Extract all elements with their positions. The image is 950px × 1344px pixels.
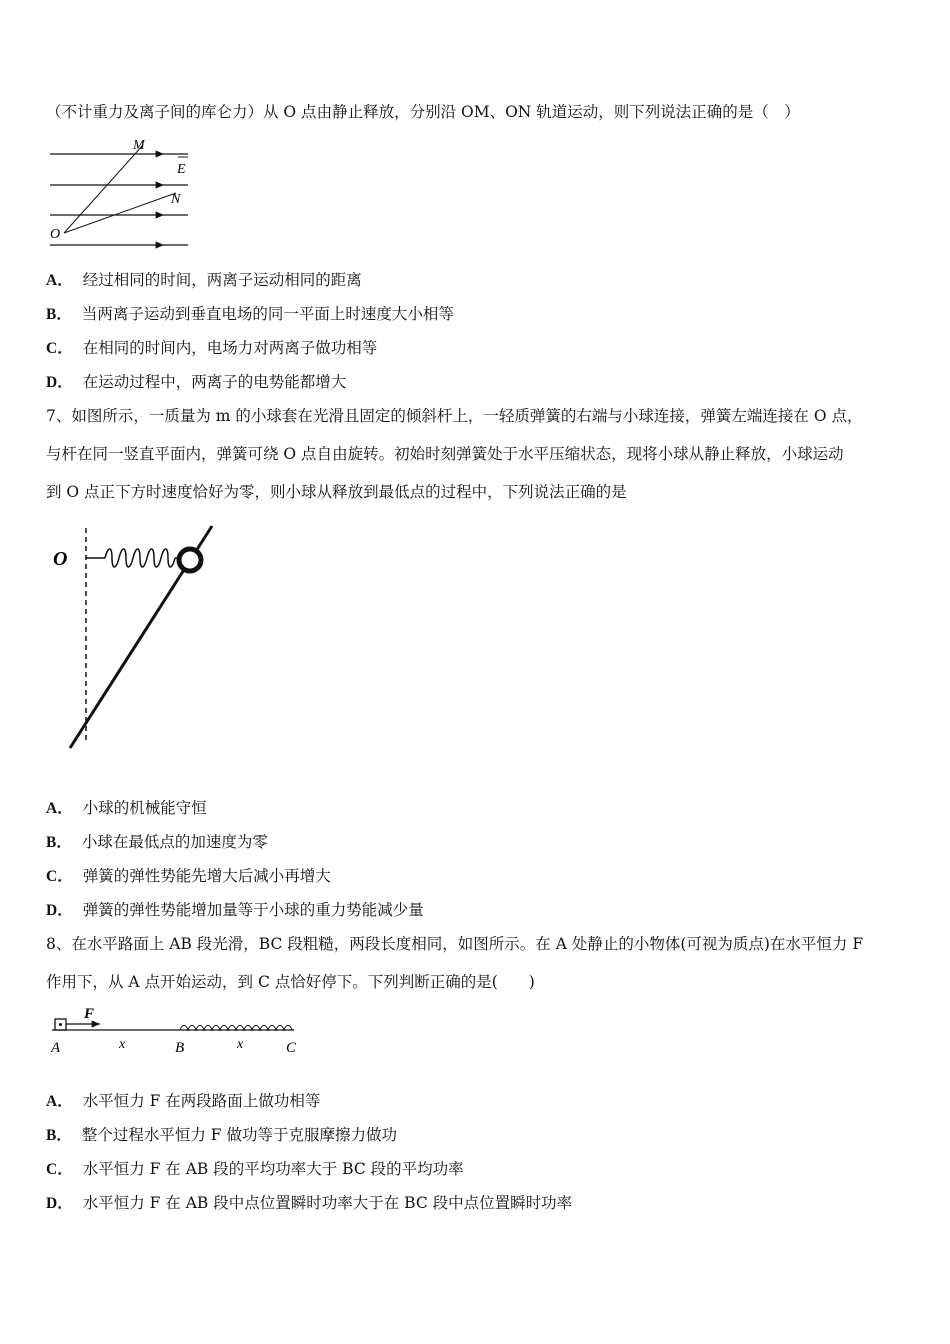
label-A: A: [51, 1040, 61, 1056]
label-x-BC: x: [237, 1037, 244, 1052]
rough-section-BC: [180, 1026, 292, 1031]
q8-stem-line-2: 作用下，从 A 点开始运动，到 C 点恰好停下。下列判断正确的是( ): [46, 973, 535, 991]
block-center-dot: [59, 1023, 62, 1026]
q7-option-d[interactable]: D． 弹簧的弹性势能增加量等于小球的重力势能减少量: [46, 901, 424, 919]
q8-option-b[interactable]: B． 整个过程水平恒力 F 做功等于克服摩擦力做功: [46, 1126, 397, 1144]
label-x-AB: x: [119, 1037, 126, 1052]
q6-electric-field-figure: [46, 135, 196, 250]
q7-option-c[interactable]: C． 弹簧的弹性势能先增大后减小再增大: [46, 867, 331, 885]
q6-option-d[interactable]: D． 在运动过程中，两离子的电势能都增大: [46, 373, 347, 391]
spring-coil: [105, 549, 175, 567]
q7-stem-line-2: 与杆在同一竖直平面内，弹簧可绕 O 点自由旋转。初始时刻弹簧处于水平压缩状态，现将小球从静止释放，小球运动: [46, 445, 844, 463]
label-F: F: [84, 1006, 95, 1022]
label-O: O: [53, 548, 68, 570]
q7-option-a[interactable]: A． 小球的机械能守恒: [46, 799, 207, 817]
q8-stem-line-1: 8、在水平路面上 AB 段光滑，BC 段粗糙，两段长度相同，如图所示。在 A 处静止的小物体(可视为质点)在水平恒力 F: [46, 935, 864, 953]
q8-option-d[interactable]: D． 水平恒力 F 在 AB 段中点位置瞬时功率大于在 BC 段中点位置瞬时功率: [46, 1194, 573, 1212]
q6-option-c[interactable]: C． 在相同的时间内，电场力对两离子做功相等: [46, 339, 378, 357]
q8-road-figure: [46, 1004, 306, 1060]
q6-stem: （不计重力及离子间的库仑力）从 O 点由静止释放，分别沿 OM、ON 轨道运动，则下列说法正确的是（ ）: [46, 103, 800, 121]
label-B: B: [175, 1040, 185, 1056]
ball: [179, 549, 201, 571]
q6-option-b[interactable]: B． 当两离子运动到垂直电场的同一平面上时速度大小相等: [46, 305, 454, 323]
q7-stem-line-3: 到 O 点正下方时速度恰好为零，则小球从释放到最低点的过程中，下列说法正确的是: [46, 483, 627, 501]
label-M: M: [133, 138, 145, 153]
label-O: O: [50, 227, 61, 242]
q6-option-a[interactable]: A． 经过相同的时间，两离子运动相同的距离: [46, 271, 362, 289]
q8-option-a[interactable]: A． 水平恒力 F 在两段路面上做功相等: [46, 1092, 321, 1110]
trajectory-OM: [64, 145, 143, 233]
q8-option-c[interactable]: C． 水平恒力 F 在 AB 段的平均功率大于 BC 段的平均功率: [46, 1160, 464, 1178]
label-N: N: [171, 192, 181, 207]
label-E: E: [177, 162, 186, 177]
trajectory-ON: [64, 193, 176, 233]
q7-spring-rod-figure: [50, 520, 230, 755]
q7-option-b[interactable]: B． 小球在最低点的加速度为零: [46, 833, 268, 851]
q7-stem-line-1: 7、如图所示，一质量为 m 的小球套在光滑且固定的倾斜杆上，一轻质弹簧的右端与小球连接，弹簧左端连接在 O 点，: [46, 407, 863, 425]
label-C: C: [286, 1040, 297, 1056]
